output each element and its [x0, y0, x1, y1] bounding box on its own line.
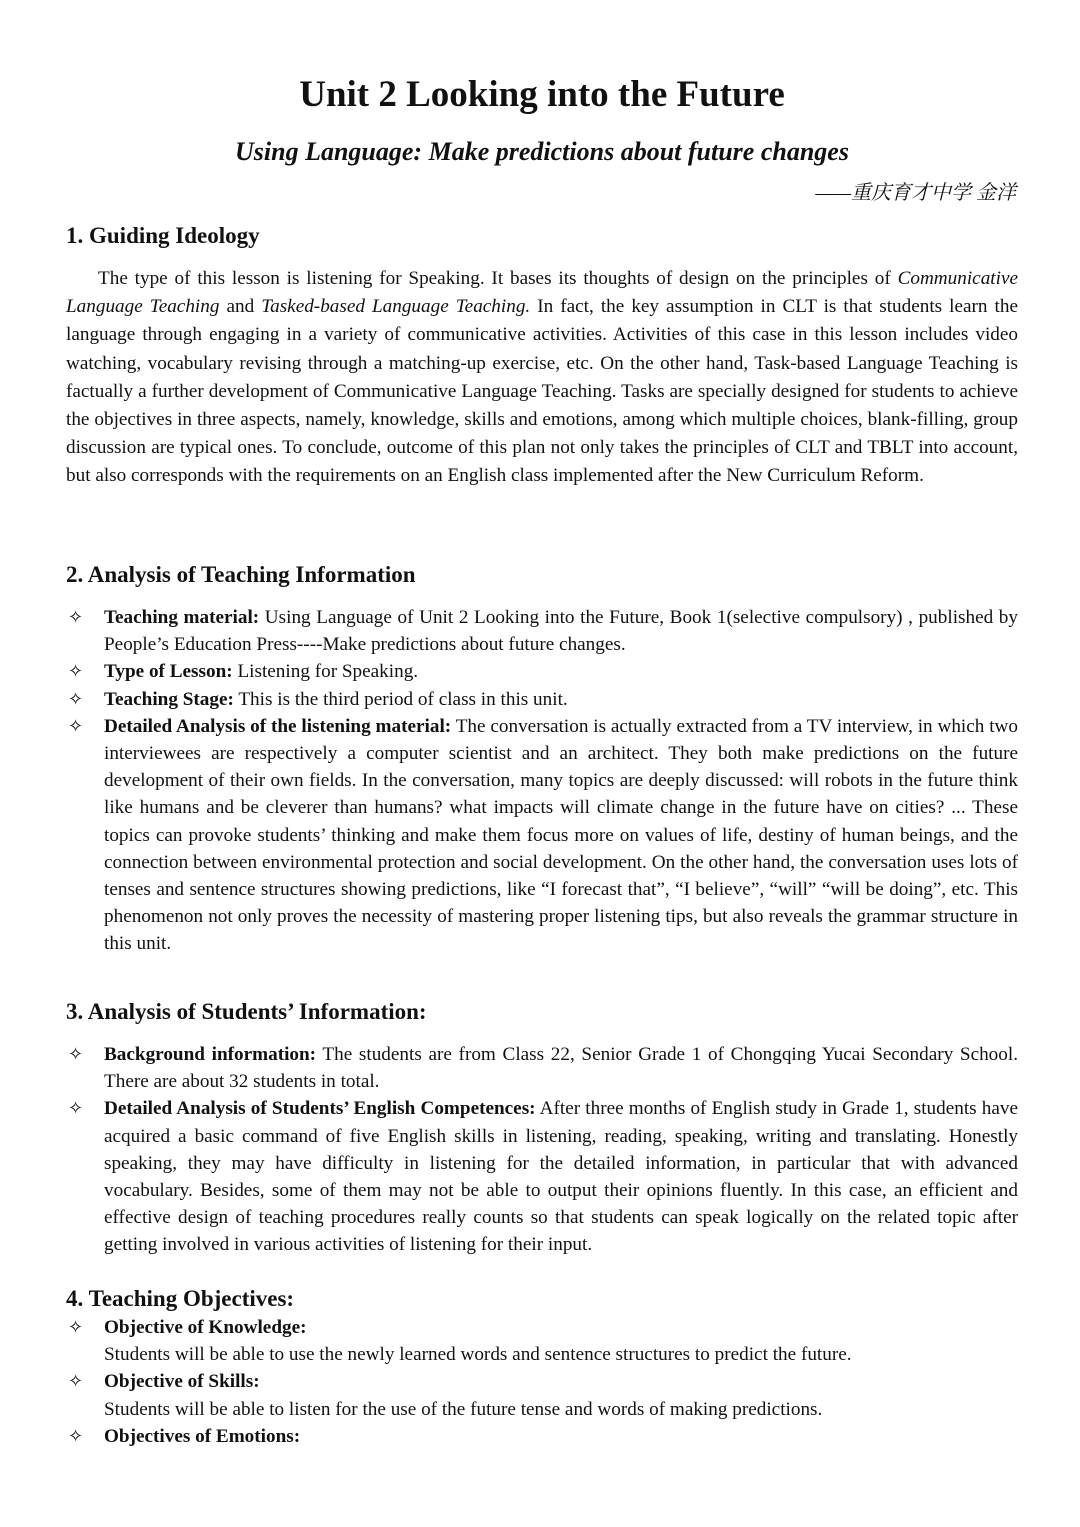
document-title: Unit 2 Looking into the Future	[299, 74, 785, 115]
diamond-bullet-icon: ✧	[68, 661, 84, 682]
diamond-bullet-icon: ✧	[68, 1098, 84, 1119]
document-subtitle: Using Language: Make predictions about future changes	[235, 137, 849, 166]
item-text: The conversation is actually extracted from a TV interview, in which two interviewees are respectively a computer scientist and an architect. They both make predictions on the future development of their own fields. In the conversation, many topics are deeply discussed: will robots in the future think like humans and be cleverer than humans? what impacts will climate change in the future have on cities? ... These topics can provoke students’ thinking and make them focus more on values of life, destiny of human beings, and the connection between environmental protection and social development. On the other hand, the conversation uses lots of tenses and sentence structures showing predictions, like “I forecast that”, “I believe”, “will” “will be doing”, etc. This phenomenon not only proves the necessity of mastering proper listening tips, but also reveals the grammar structure in this unit.	[104, 715, 1019, 955]
list-item	[66, 1423, 1018, 1450]
item-text: This is the third period of class in this unit.	[233, 688, 568, 710]
list-item	[66, 1041, 1018, 1095]
guiding-ideology-paragraph	[66, 265, 1018, 491]
paragraph-text: and	[219, 296, 262, 318]
item-label: Teaching material:	[104, 607, 260, 628]
author-line: ——重庆育才中学 金洋	[815, 182, 1016, 204]
list-item	[66, 604, 1018, 658]
section-heading-teaching-objectives: 4. Teaching Objectives:	[66, 1286, 295, 1311]
diamond-bullet-icon: ✧	[68, 1044, 84, 1064]
list-item	[66, 713, 1018, 958]
list-item	[66, 1095, 1018, 1258]
item-label: Detailed Analysis of Students’ English Competences:	[104, 1098, 536, 1120]
item-label: Type of Lesson:	[104, 661, 233, 683]
paragraph-italic-term: Communicative Language Teaching	[66, 268, 1018, 318]
section-heading-guiding-ideology: 1. Guiding Ideology	[66, 223, 260, 248]
item-label: Teaching Stage:	[104, 688, 234, 710]
diamond-bullet-icon: ✧	[68, 715, 84, 736]
section-heading-teaching-information: 2. Analysis of Teaching Information	[66, 562, 416, 587]
item-text: The students are from Class 22, Senior Grade 1 of Chongqing Yucai Secondary School. There are about 32 students in total.	[104, 1044, 1019, 1093]
item-text: Listening for Speaking.	[232, 661, 419, 683]
list-item	[66, 1314, 1018, 1368]
list-item	[66, 686, 1018, 713]
students-information-list	[66, 1041, 1018, 1259]
item-text: Using Language of Unit 2 Looking into the Future, Book 1(selective compulsory) , published by People’s Education Press----Make predictions about future changes.	[104, 607, 1018, 656]
item-label: Detailed Analysis of the listening material:	[104, 715, 452, 737]
diamond-bullet-icon: ✧	[68, 1425, 84, 1446]
teaching-information-list	[66, 604, 1018, 958]
section-heading-students-information: 3. Analysis of Students’ Information:	[66, 999, 427, 1024]
item-label: Objective of Skills:	[104, 1371, 260, 1393]
diamond-bullet-icon: ✧	[68, 1317, 84, 1337]
teaching-objectives-list	[66, 1314, 1018, 1450]
item-text: After three months of English study in Grade 1, students have acquired a basic command of five English skills in listening, reading, speaking, writing and translating. Honestly speaking, they may have difficulty in listening for the detailed information, in particular that with advanced vocabulary. Besides, some of them may not be able to output their opinions fluently. In this case, an efficient and effective design of teaching procedures really counts so that students can speak logically on the related topic after getting involved in various activities of listening for their input.	[104, 1098, 1018, 1256]
item-text: Students will be able to use the newly learned words and sentence structures to predict the future.	[104, 1344, 852, 1366]
item-label: Objective of Knowledge:	[104, 1317, 307, 1338]
diamond-bullet-icon: ✧	[68, 1371, 84, 1392]
diamond-bullet-icon: ✧	[68, 688, 84, 709]
diamond-bullet-icon: ✧	[68, 607, 84, 627]
paragraph-text: In fact, the key assumption in CLT is that students learn the language through engaging in a variety of communicative activities. Activities of this case in this lesson includes video watching, vocabulary revising through a matching-up exercise, etc. On the other hand, Task-based Language Teaching is factually a further development of Communicative Language Teaching. Tasks are specially designed for students to achieve the objectives in three aspects, namely, knowledge, skills and emotions, among which multiple choices, blank-filling, group discussion are typical ones. To conclude, outcome of this plan not only takes the principles of CLT and TBLT into account, but also corresponds with the requirements on an English class implemented after the New Curriculum Reform.	[66, 296, 1018, 487]
item-text: Students will be able to listen for the use of the future tense and words of making predictions.	[104, 1398, 823, 1420]
item-label: Background information:	[104, 1044, 317, 1065]
list-item	[66, 1368, 1018, 1422]
paragraph-text: The type of this lesson is listening for Speaking. It bases its thoughts of design on the principles of	[98, 268, 898, 289]
item-label: Objectives of Emotions:	[104, 1425, 301, 1447]
list-item	[66, 658, 1018, 685]
paragraph-italic-term: Tasked-based Language Teaching.	[261, 296, 531, 318]
